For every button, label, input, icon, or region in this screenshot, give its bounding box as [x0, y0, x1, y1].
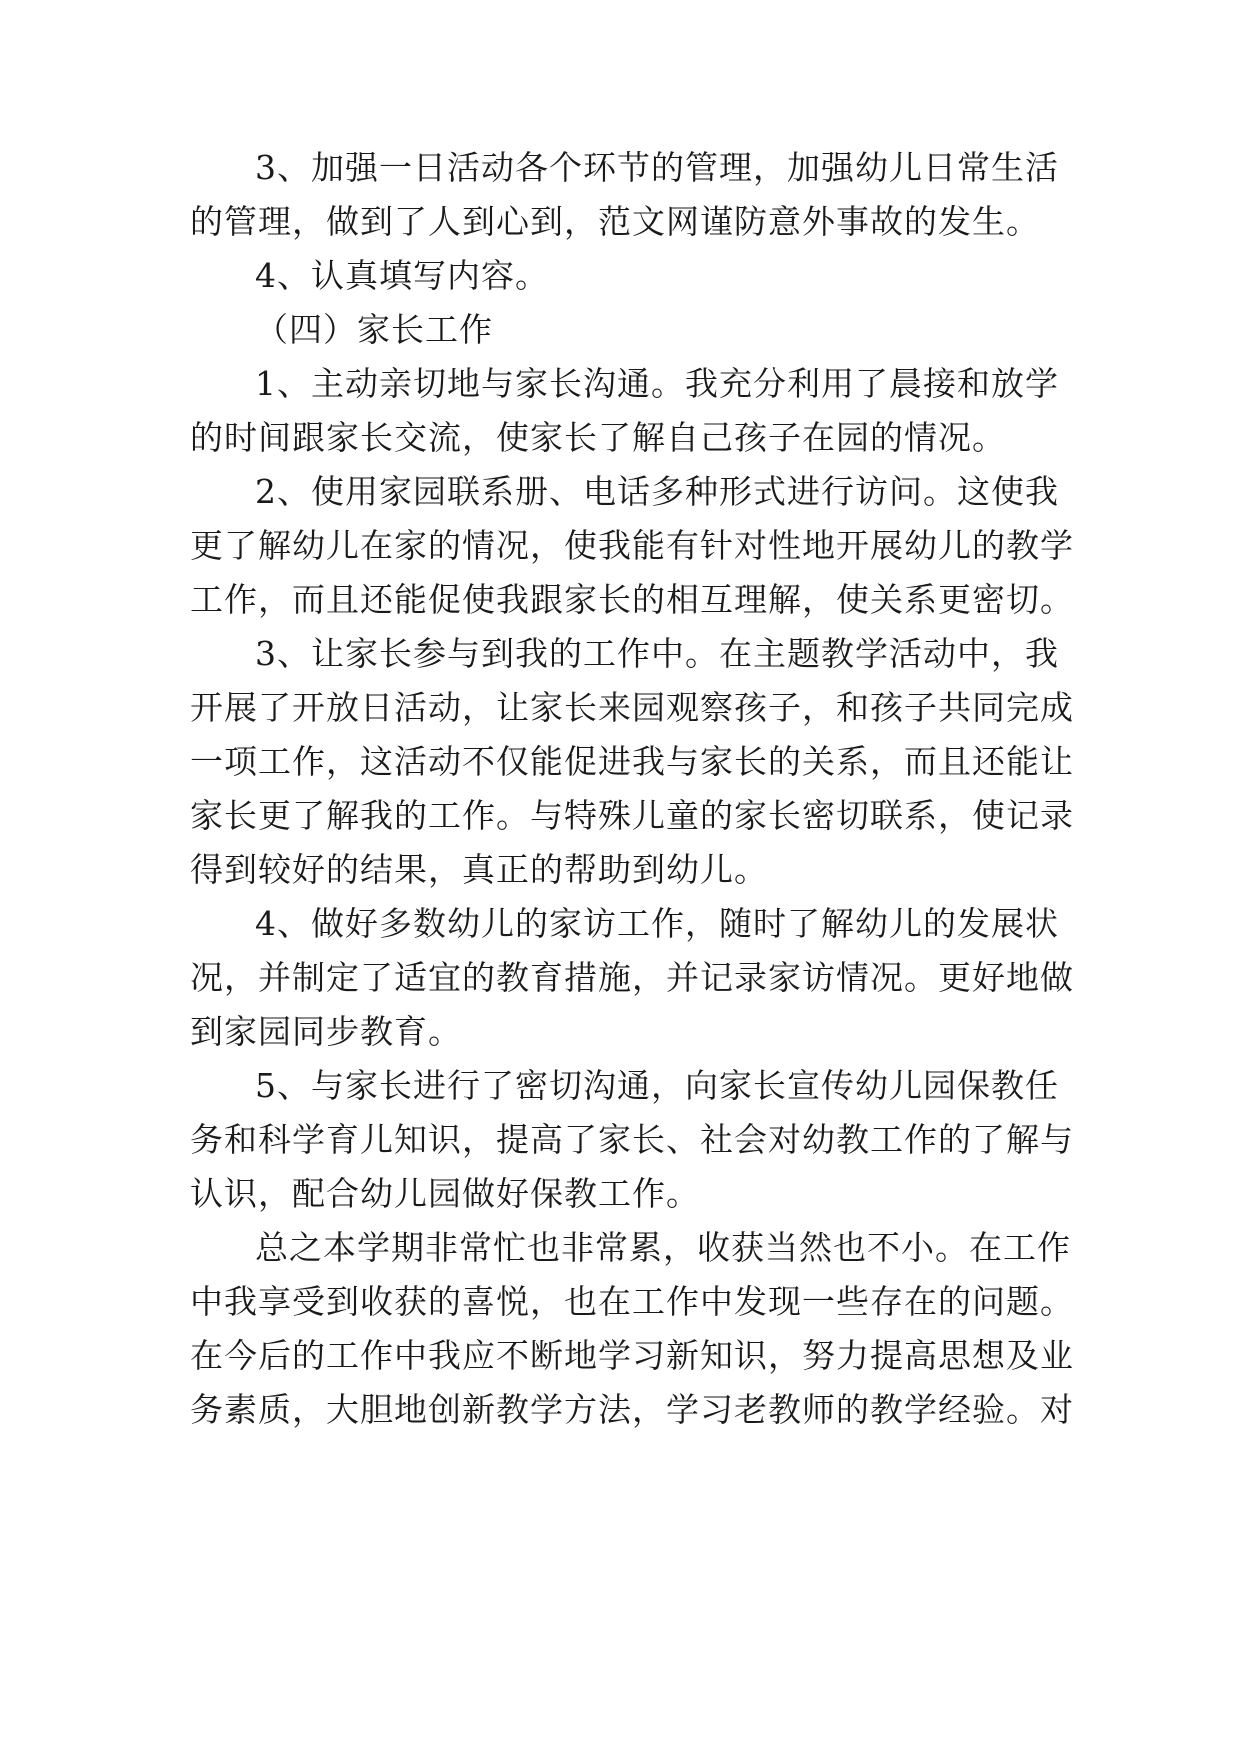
paragraph-line: 认识，配合幼儿园做好保教工作。 [190, 1174, 700, 1213]
paragraph-line: 4、做好多数幼儿的家访工作，随时了解幼儿的发展状 [255, 904, 1059, 943]
paragraph-line: 务和科学育儿知识，提高了家长、社会对幼教工作的了解与 [190, 1120, 1074, 1159]
paragraph-line: 3、让家长参与到我的工作中。在主题教学活动中，我 [255, 634, 1059, 673]
paragraph-line: 得到较好的结果，真正的帮助到幼儿。 [190, 850, 768, 889]
paragraph-line: 开展了开放日活动，让家长来园观察孩子，和孩子共同完成 [190, 688, 1074, 727]
paragraph-line: 到家园同步教育。 [190, 1012, 462, 1051]
paragraph-line: 2、使用家园联系册、电话多种形式进行访问。这使我 [255, 472, 1059, 511]
paragraph-line: 的管理，做到了人到心到，范文网谨防意外事故的发生。 [190, 202, 1040, 241]
section-heading: （四）家长工作 [255, 310, 493, 349]
paragraph-line: 4、认真填写内容。 [255, 256, 549, 295]
paragraph-line: 在今后的工作中我应不断地学习新知识，努力提高思想及业 [190, 1336, 1074, 1375]
paragraph-line: 工作，而且还能促使我跟家长的相互理解，使关系更密切。 [190, 580, 1074, 619]
paragraph-line: 1、主动亲切地与家长沟通。我充分利用了晨接和放学 [255, 364, 1059, 403]
paragraph-line: 家长更了解我的工作。与特殊儿童的家长密切联系，使记录 [190, 796, 1074, 835]
paragraph-line: 更了解幼儿在家的情况，使我能有针对性地开展幼儿的教学 [190, 526, 1074, 565]
paragraph-line: 总之本学期非常忙也非常累，收获当然也不小。在工作 [255, 1228, 1071, 1267]
paragraph-line: 况，并制定了适宜的教育措施，并记录家访情况。更好地做 [190, 958, 1074, 997]
paragraph-line: 中我享受到收获的喜悦，也在工作中发现一些存在的问题。 [190, 1282, 1074, 1321]
paragraph-line: 3、加强一日活动各个环节的管理，加强幼儿日常生活 [255, 148, 1059, 187]
paragraph-line: 的时间跟家长交流，使家长了解自己孩子在园的情况。 [190, 418, 1006, 457]
paragraph-line: 5、与家长进行了密切沟通，向家长宣传幼儿园保教任 [255, 1066, 1059, 1105]
paragraph-line: 一项工作，这活动不仅能促进我与家长的关系，而且还能让 [190, 742, 1074, 781]
paragraph-line: 务素质，大胆地创新教学方法，学习老教师的教学经验。对 [190, 1390, 1074, 1429]
